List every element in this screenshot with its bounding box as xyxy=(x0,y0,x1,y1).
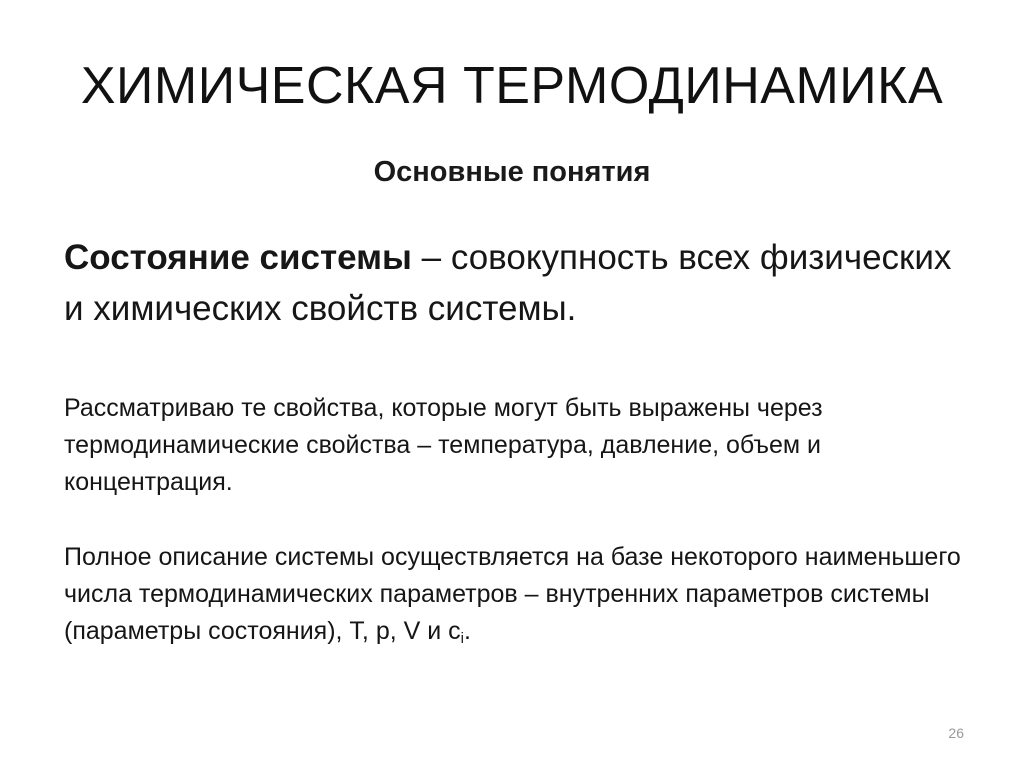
slide-subtitle: Основные понятия xyxy=(373,156,651,188)
page-number: 26 xyxy=(948,725,964,741)
definition-paragraph xyxy=(64,232,964,334)
slide-title: ХИМИЧЕСКАЯ ТЕРМОДИНАМИКА xyxy=(80,57,944,115)
definition-text: – совокупность всех физических и химических свойств системы. xyxy=(64,238,952,328)
parameters-text: Полное описание системы осуществляется на базе некоторого наименьшего числа термодинамических параметров – внутренних параметров системы (параметры состояния), T, p, V и c xyxy=(64,543,961,645)
definition-term: Состояние системы xyxy=(64,238,412,277)
body-paragraph-properties: Рассматриваю те свойства, которые могут быть выражены через термодинамические свойства – температура, давление, объем и концентрация. xyxy=(64,394,823,496)
parameters-end: . xyxy=(464,617,471,645)
body-paragraph-parameters xyxy=(64,539,974,650)
parameters-subscript: i xyxy=(460,630,464,647)
